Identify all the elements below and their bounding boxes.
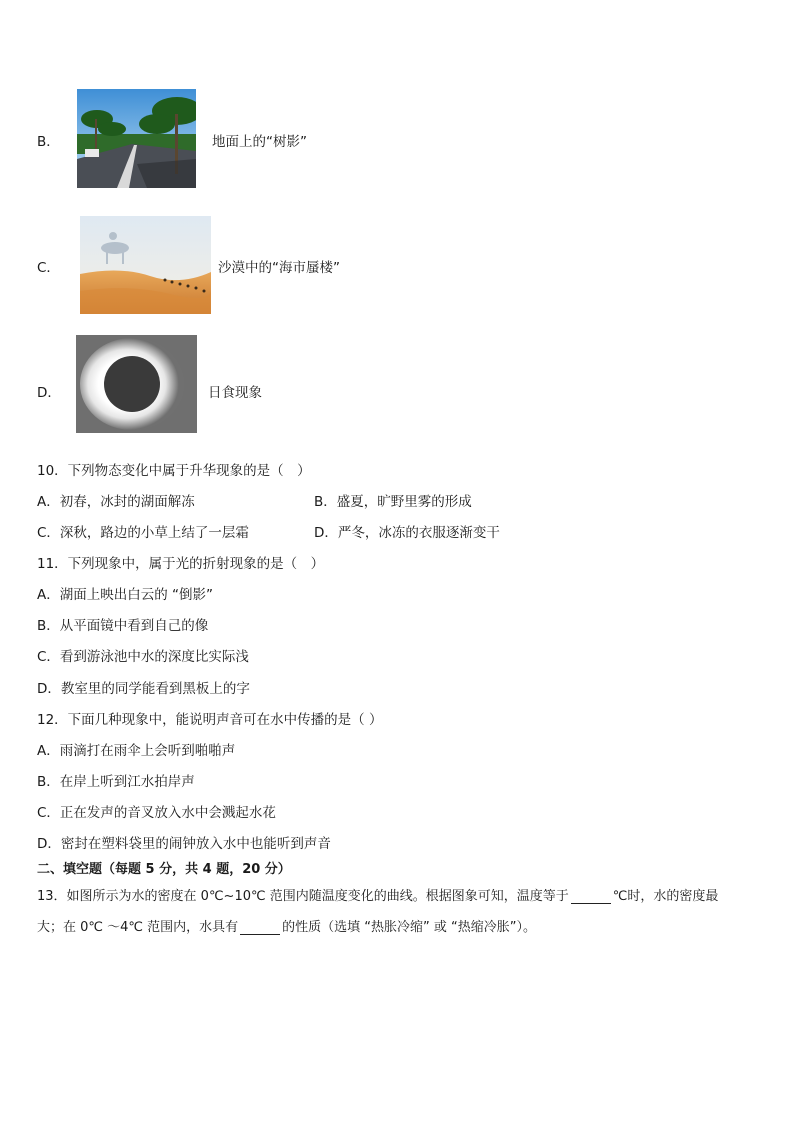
q10-stem: 10．下列物态变化中属于升华现象的是（ ） [37,463,311,479]
q12-stem: 12．下面几种现象中，能说明声音可在水中传播的是（ ） [37,712,383,728]
option-b-caption: 地面上的“树影” [212,134,307,150]
q12-option-a: A．雨滴打在雨伞上会听到啪啪声 [37,743,236,759]
q11-option-d: D．教室里的同学能看到黑板上的字 [37,681,250,697]
q13-line2 [37,916,536,935]
q13-line1-start: 13．如图所示为水的密度在 0℃~10℃ 范围内随温度变化的曲线。根据图象可知，温度等于 [37,889,569,904]
section-title: 二、填空题（每题 5 分，共 4 题，20 分） [37,862,291,877]
q11-option-a: A．湖面上映出白云的 “倒影” [37,587,214,603]
q10-option-a: A．初春，冰封的湖面解冻 [37,494,195,510]
option-c-letter: C． [37,260,60,276]
option-c-caption: 沙漠中的“海市蜃楼” [218,260,340,276]
desert-mirage-image [80,216,211,314]
option-b-letter: B． [37,134,60,150]
q12-option-b: B．在岸上听到江水拍岸声 [37,774,195,790]
q13-line1 [37,885,718,904]
q13-line1-end: ℃时，水的密度最 [612,889,719,904]
option-d-caption: 日食现象 [208,385,262,401]
q11-option-c: C．看到游泳池中水的深度比实际浅 [37,649,249,665]
answer-blank-2[interactable] [240,920,280,935]
q10-option-d: D．严冬，冰冻的衣服逐渐变干 [314,525,500,541]
solar-eclipse-image [76,335,197,433]
q12-option-c: C．正在发声的音叉放入水中会溅起水花 [37,805,276,821]
q11-stem: 11．下列现象中，属于光的折射现象的是（ ） [37,556,325,572]
road-trees-image [77,89,196,188]
q10-option-b: B．盛夏，旷野里雾的形成 [314,494,472,510]
q10-option-c: C．深秋，路边的小草上结了一层霜 [37,525,249,541]
q13-line2-start: 大；在 0℃ ～4℃ 范围内，水具有 [37,920,239,935]
q11-option-b: B．从平面镜中看到自己的像 [37,618,209,634]
q13-line2-end: 的性质（选填 “热胀冷缩” 或 “热缩冷胀”）。 [282,920,536,935]
option-d-letter: D． [37,385,61,401]
q12-option-d: D．密封在塑料袋里的闹钟放入水中也能听到声音 [37,836,331,852]
answer-blank-1[interactable] [571,889,611,904]
